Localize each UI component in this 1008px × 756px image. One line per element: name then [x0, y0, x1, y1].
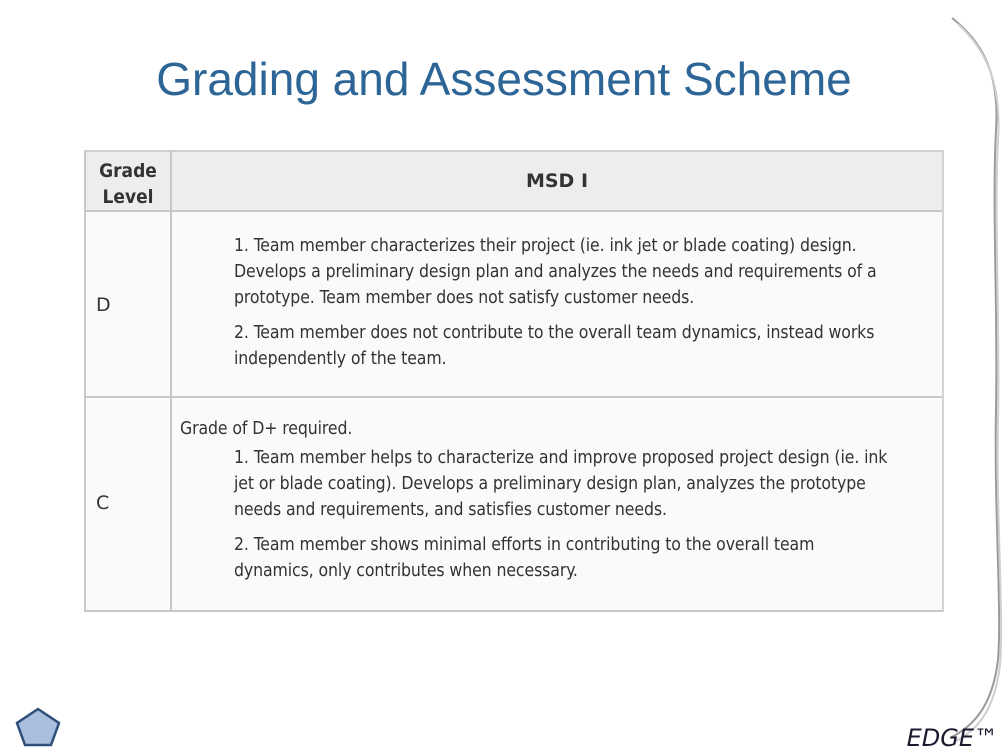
desc-line: dynamics, only contributes when necessary. [234, 561, 578, 581]
desc-line: jet or blade coating). Develops a preliminary design plan, analyzes the prototype [234, 474, 866, 494]
header-grade-level: Grade Level [99, 160, 157, 208]
desc-line: 2. Team member does not contribute to the overall team dynamics, instead works [234, 323, 875, 343]
desc-prefix: Grade of D+ required. [180, 419, 353, 439]
table-row [86, 212, 942, 398]
desc-line: prototype. Team member does not satisfy customer needs. [234, 288, 695, 308]
slide-title: Grading and Assessment Scheme [156, 53, 852, 105]
desc-line: needs and requirements, and satisfies customer needs. [234, 500, 667, 520]
pentagon-icon [14, 706, 62, 748]
table-header [86, 150, 942, 212]
grade-cell: C [96, 492, 110, 514]
grading-table [84, 150, 944, 612]
table-row [86, 398, 942, 612]
header-msd: MSD I [525, 170, 589, 192]
desc-line: 1. Team member helps to characterize and improve proposed project design (ie. ink [234, 448, 888, 468]
edge-brand: EDGE™ [906, 724, 998, 752]
desc-line: 1. Team member characterizes their project (ie. ink jet or blade coating) design. [234, 236, 857, 256]
page-curl-decoration [940, 10, 1008, 750]
desc-line: 2. Team member shows minimal efforts in contributing to the overall team [234, 535, 815, 555]
desc-line: independently of the team. [234, 349, 447, 369]
grade-cell: D [96, 294, 111, 316]
desc-line: Develops a preliminary design plan and analyzes the needs and requirements of a [234, 262, 877, 282]
